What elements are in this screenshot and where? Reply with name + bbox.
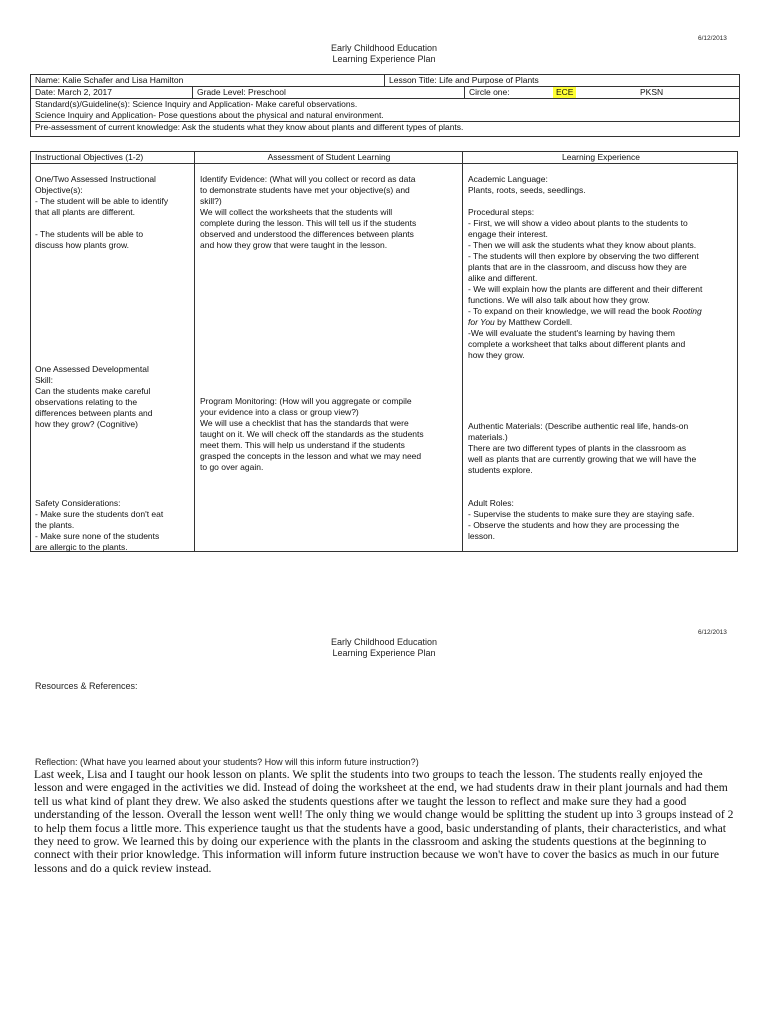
developmental-line-3: differences between plants and xyxy=(35,408,153,418)
grade-level-cell: Grade Level: Preschool xyxy=(192,87,464,98)
option-pksn: PKSN xyxy=(640,87,664,97)
procedural-line-12: complete a worksheet that talks about different plants and xyxy=(468,339,686,349)
program-monitoring-line-4: taught on it. We will check off the standards as the students xyxy=(200,429,424,439)
procedural-line-11: -We will evaluate the student's learning by having them xyxy=(468,328,675,338)
authentic-materials-line-2: materials.) xyxy=(468,432,508,442)
safety-block xyxy=(35,498,191,553)
developmental-block xyxy=(35,364,191,430)
identify-evidence-line-7: and how they grow that were taught in the lesson. xyxy=(200,240,388,250)
authentic-materials-line-3: There are two different types of plants in the classroom as xyxy=(468,443,687,453)
document-heading xyxy=(0,43,768,65)
adult-roles-label: Adult Roles: xyxy=(468,498,514,508)
adult-roles-block xyxy=(468,498,736,542)
procedural-line-9-text: - To expand on their knowledge, we will read the book xyxy=(468,306,671,316)
objective-2-line-2: discuss how plants grow. xyxy=(35,240,130,250)
program-monitoring-line-7: to go over again. xyxy=(200,462,264,472)
standards-line-2: Science Inquiry and Application- Pose questions about the physical and natural environment. xyxy=(35,110,384,120)
identify-evidence-line-3: skill?) xyxy=(200,196,222,206)
authentic-materials-block xyxy=(468,421,736,476)
developmental-line-2: observations relating to the xyxy=(35,397,138,407)
identify-evidence-line-6: observed and understood the differences between plants xyxy=(200,229,414,239)
info-row-pre-assessment xyxy=(31,122,739,137)
option-ece: ECE xyxy=(553,87,576,98)
page-2-heading-line-2: Learning Experience Plan xyxy=(332,648,436,658)
info-row-name xyxy=(31,75,739,87)
objective-1-line-2: that all plants are different. xyxy=(35,207,136,217)
column-divider-1 xyxy=(194,152,195,551)
standards-line-1: Standard(s)/Guideline(s): Science Inquiry and Application- Make careful observations. xyxy=(35,99,358,109)
header-learning-experience: Learning Experience xyxy=(562,152,640,162)
procedural-line-13: how they grow. xyxy=(468,350,525,360)
pre-assessment-cell: Pre-assessment of current knowledge: Ask the students what they know about plants and different types of plants. xyxy=(35,122,464,132)
authentic-materials-line-1: Authentic Materials: (Describe authentic real life, hands-on xyxy=(468,421,689,431)
objective-1-line-1: - The student will be able to identify xyxy=(35,196,169,206)
identify-evidence-line-2: to demonstrate students have met your objective(s) and xyxy=(200,185,410,195)
procedural-line-9 xyxy=(468,306,736,317)
program-monitoring-line-3: We will use a checklist that has the standards that were xyxy=(200,418,409,428)
identify-evidence-line-5: complete during the lesson. This will tell us if the students xyxy=(200,218,417,228)
page-2-heading xyxy=(0,637,768,659)
name-cell: Name: Kalie Schafer and Lisa Hamilton xyxy=(35,75,184,85)
book-title-part-1: Rooting xyxy=(672,306,702,316)
lesson-title-cell: Lesson Title: Life and Purpose of Plants xyxy=(384,75,739,86)
adult-roles-line-1: - Supervise the students to make sure they are staying safe. xyxy=(468,509,695,519)
learning-experience-block xyxy=(468,174,736,361)
program-monitoring-line-5: meet them. This will help us understand if the students xyxy=(200,440,405,450)
objectives-label-2: Objective(s): xyxy=(35,185,83,195)
safety-line-1: - Make sure the students don't eat xyxy=(35,509,164,519)
heading-line-2: Learning Experience Plan xyxy=(332,54,436,64)
reflection-text: Last week, Lisa and I taught our hook lesson on plants. We split the students into two groups to teach the lesson. The students really enjoyed the lesson and were engaged in the activities we did. Instead of doing the worksheet at the end, we had students draw in their plant journals and had them tell us what kind of plant they drew. We also asked the students questions after we taught the lesson to reflect and make sure they had a good understanding of the lesson. Overall the lesson went well! The only thing we would change would be splitting the student up into 3 groups instead of 2 to help them focus a little more. This experience taught us that the students have a good, basic understanding of plants, their characteristics, and what they need to grow. We learned this by doing our experience with the plants in the classroom and asking the students questions at the beginning to connect with their prior knowledge. This information will inform future instruction because we won't have to cover the basics as much in our future lessons and do a quick review instead. xyxy=(34,768,734,875)
lesson-info-table xyxy=(30,74,740,137)
identify-evidence-line-4: We will collect the worksheets that the students will xyxy=(200,207,393,217)
info-row-date xyxy=(31,87,739,99)
resources-label: Resources & References: xyxy=(35,681,138,691)
developmental-line-4: how they grow? (Cognitive) xyxy=(35,419,138,429)
adult-roles-line-3: lesson. xyxy=(468,531,495,541)
safety-line-4: are allergic to the plants. xyxy=(35,542,128,552)
page-2-heading-line-1: Early Childhood Education xyxy=(330,637,438,647)
circle-one-cell xyxy=(464,87,739,98)
procedural-line-5: plants that are in the classroom, and discuss how they are xyxy=(468,262,687,272)
page-date: 6/12/2013 xyxy=(698,35,727,42)
objective-2-line-1: - The students will be able to xyxy=(35,229,144,239)
identify-evidence-block xyxy=(200,174,458,251)
identify-evidence-line-1: Identify Evidence: (What will you collect or record as data xyxy=(200,174,416,184)
academic-language-label: Academic Language: xyxy=(468,174,548,184)
procedural-line-10 xyxy=(468,317,736,328)
heading-line-1: Early Childhood Education xyxy=(330,43,438,53)
procedural-steps-label: Procedural steps: xyxy=(468,207,535,217)
developmental-label-1: One Assessed Developmental xyxy=(35,364,149,374)
procedural-line-4: - The students will then explore by observing the two different xyxy=(468,251,699,261)
developmental-label-2: Skill: xyxy=(35,375,53,385)
developmental-line-1: Can the students make careful xyxy=(35,386,151,396)
safety-line-2: the plants. xyxy=(35,520,75,530)
objectives-block xyxy=(35,174,191,251)
safety-line-3: - Make sure none of the students xyxy=(35,531,160,541)
program-monitoring-block xyxy=(200,396,458,473)
page-2-date: 6/12/2013 xyxy=(698,629,727,636)
procedural-line-1: - First, we will show a video about plants to the students to xyxy=(468,218,688,228)
header-assessment: Assessment of Student Learning xyxy=(267,152,391,162)
authentic-materials-line-4: well as plants that are currently growing that we will have the xyxy=(468,454,697,464)
program-monitoring-line-2: your evidence into a class or group view?) xyxy=(200,407,359,417)
procedural-line-8: functions. We will also talk about how they grow. xyxy=(468,295,650,305)
procedural-line-6: alike and different. xyxy=(468,273,538,283)
header-objectives: Instructional Objectives (1-2) xyxy=(35,152,144,162)
authentic-materials-line-5: students explore. xyxy=(468,465,533,475)
info-row-standards xyxy=(31,99,739,122)
program-monitoring-line-1: Program Monitoring: (How will you aggregate or compile xyxy=(200,396,412,406)
reflection-label: Reflection: (What have you learned about your students? How will this inform future instruction?) xyxy=(35,757,419,767)
plan-table-header xyxy=(31,152,737,164)
book-title-part-2: for You xyxy=(468,317,495,327)
plan-table xyxy=(30,151,738,552)
program-monitoring-line-6: grasped the concepts in the lesson and what we may need xyxy=(200,451,422,461)
circle-one-label: Circle one: xyxy=(469,87,510,97)
book-author: by Matthew Cordell. xyxy=(494,317,573,327)
column-divider-2 xyxy=(462,152,463,551)
safety-label: Safety Considerations: xyxy=(35,498,121,508)
objectives-label-1: One/Two Assessed Instructional xyxy=(35,174,156,184)
procedural-line-3: - Then we will ask the students what they know about plants. xyxy=(468,240,697,250)
procedural-line-2: engage their interest. xyxy=(468,229,548,239)
date-cell: Date: March 2, 2017 xyxy=(35,87,113,97)
adult-roles-line-2: - Observe the students and how they are processing the xyxy=(468,520,680,530)
procedural-line-7: - We will explain how the plants are different and their different xyxy=(468,284,703,294)
academic-language-text: Plants, roots, seeds, seedlings. xyxy=(468,185,586,195)
